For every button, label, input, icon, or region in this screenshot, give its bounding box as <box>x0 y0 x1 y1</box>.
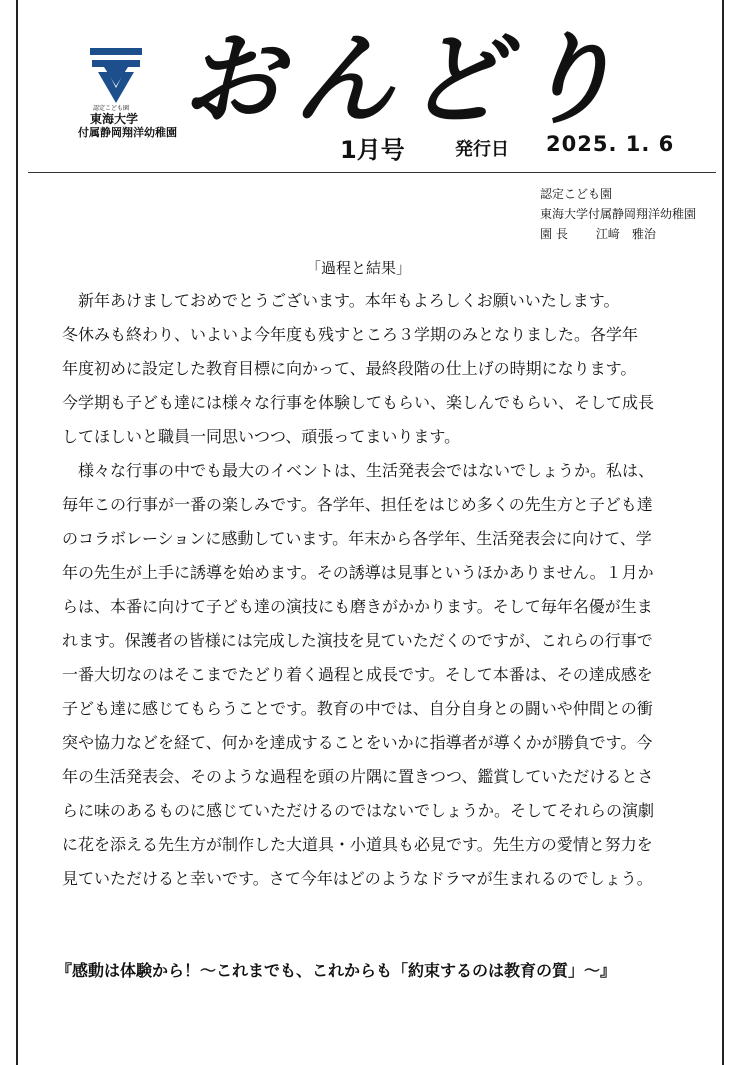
newsletter-title: おんどり <box>182 21 630 138</box>
body-line: 毎年この行事が一番の楽しみです。各学年、担任をはじめ多くの先生方と子ども達 <box>62 495 653 514</box>
closing-motto: 『感動は体験から！〜これまでも、これからも「約束するのは教育の質」〜』 <box>56 961 617 980</box>
logo-small-text: 認定こども園 <box>93 105 130 112</box>
body-line: に花を添える先生方が制作した大道具・小道具も必見です。先生方の愛情と努力を <box>62 835 653 854</box>
school-logo <box>78 48 178 158</box>
body-line: 年度初めに設定した教育目標に向かって、最終段階の仕上げの時期になります。 <box>62 359 637 378</box>
body-line: れます。保護者の皆様には完成した演技を見ていただくのですが、これらの行事で <box>62 631 653 650</box>
body-line: 新年あけましておめでとうございます。本年もよろしくお願いいたします。 <box>62 291 620 310</box>
logo-kindergarten: 付属静岡翔洋幼稚園 <box>78 125 177 139</box>
header-divider <box>28 172 716 173</box>
body-line: らに味のあるものに感じていただけるのではないでしょうか。そしてそれらの演劇 <box>62 801 655 820</box>
sender-line-2: 東海大学付属静岡翔洋幼稚園 <box>540 207 697 221</box>
page-border-left <box>16 0 18 1065</box>
sender-block <box>540 184 696 244</box>
principal-name: 江﨑 雅治 <box>595 227 656 241</box>
page-border-right <box>722 0 724 1065</box>
body-line: してほしいと職員一同思いつつ、頑張ってまいります。 <box>62 427 461 446</box>
body-line: 突や協力などを経て、何かを達成することをいかに指導者が導くかが勝負です。今 <box>62 733 653 752</box>
body-line: 見ていただけると幸いです。さて今年はどのようなドラマが生まれるのでしょう。 <box>62 869 653 888</box>
article-title: 「過程と結果」 <box>306 259 412 277</box>
body-line: 年の先生が上手に誘導を始めます。その誘導は見事というほかありません。１月か <box>62 563 654 582</box>
body-line: 子ども達に感じてもらうことです。教育の中では、自分自身との闘いや仲間との衝 <box>62 699 653 718</box>
article-body <box>62 284 712 896</box>
school-emblem-icon <box>90 48 142 104</box>
body-line: 年の生活発表会、そのような過程を頭の片隅に置きつつ、鑑賞していただけるとさ <box>62 767 654 786</box>
logo-university: 東海大学 <box>90 111 139 126</box>
principal-line <box>540 224 696 244</box>
principal-role: 園 長 <box>540 227 568 241</box>
body-line: らは、本番に向けて子ども達の演技にも磨きがかかります。そして毎年名優が生ま <box>62 597 653 616</box>
body-line: 今学期も子ども達には様々な行事を体験してもらい、楽しんでもらい、そして成長 <box>62 393 655 412</box>
issue-label: 1月号 <box>340 136 405 164</box>
pubdate-label: 発行日 <box>455 139 509 160</box>
body-line: 一番大切なのはそこまでたどり着く過程と成長です。そして本番は、その達成感を <box>62 665 653 684</box>
pubdate-value: 2025. 1. 6 <box>546 132 675 156</box>
body-line: 冬休みも終わり、いよいよ今年度も残すところ３学期のみとなりました。各学年 <box>62 325 639 344</box>
sender-line-1: 認定こども園 <box>540 187 613 201</box>
body-line: のコラボレーションに感動しています。年末から各学年、生活発表会に向けて、学 <box>62 529 652 548</box>
body-line: 様々な行事の中でも最大のイベントは、生活発表会ではないでしょうか。私は、 <box>62 461 655 480</box>
